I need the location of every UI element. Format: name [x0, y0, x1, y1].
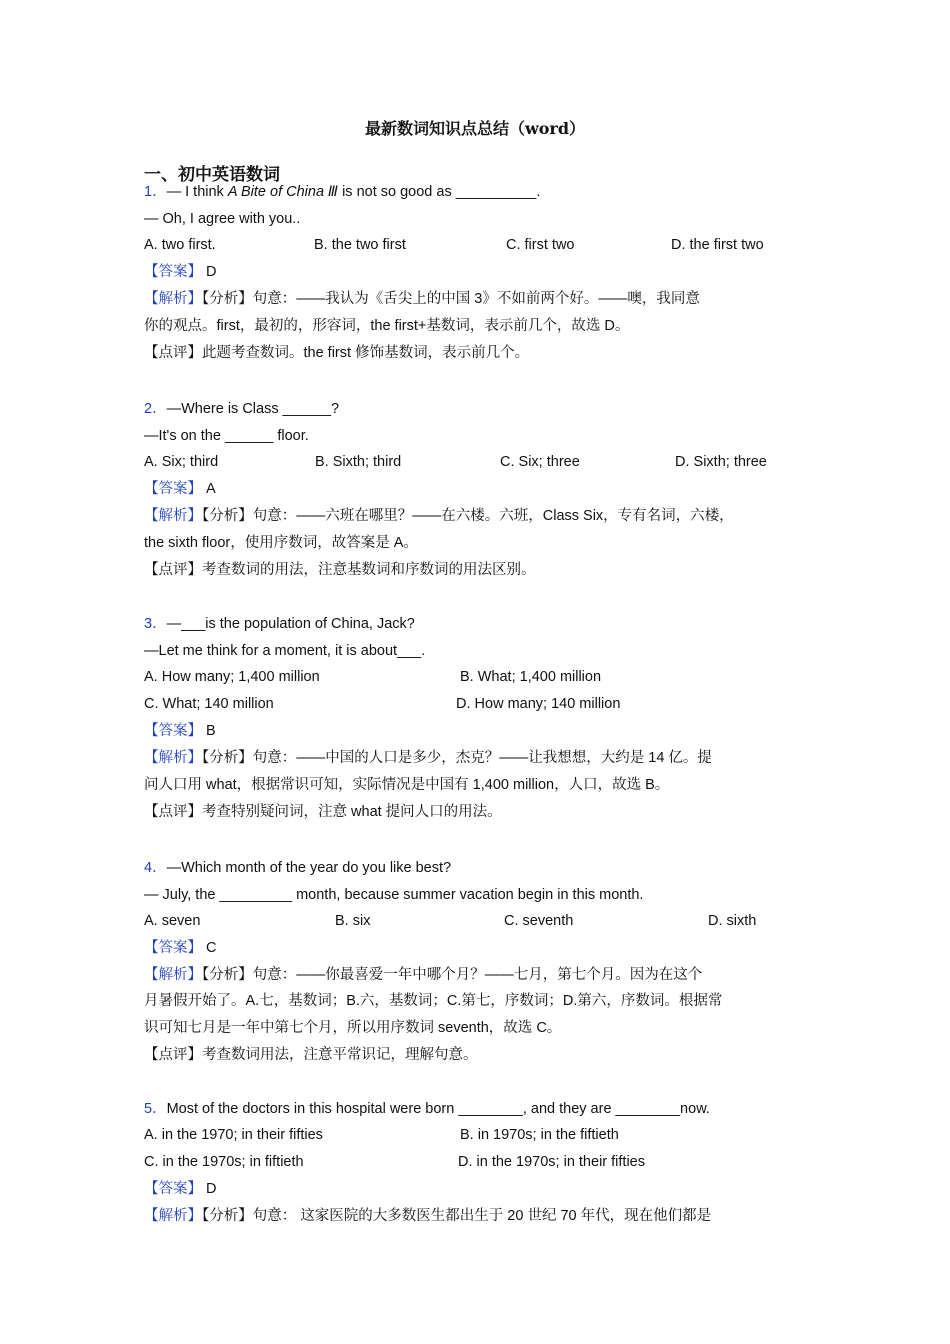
q5-stem-text: Most of the doctors in this hospital were born ________, and they are ________now.: [166, 1101, 710, 1117]
q4-option-c: C. seventh: [504, 913, 574, 929]
q2-option-a: A. Six; third: [144, 454, 219, 470]
comment-tag: 【点评】: [144, 804, 202, 820]
q4-line2: — July, the _________ month, because summer vacation begin in this month.: [144, 887, 644, 903]
q1-option-d: D. the first two: [671, 237, 764, 253]
q4-comment-text: 考查数词用法，注意平常识记，理解句意。: [202, 1047, 478, 1063]
q4-number: 4．: [144, 860, 167, 876]
q5-answer: [144, 1179, 217, 1199]
q3-option-d: D. How many; 140 million: [456, 696, 621, 712]
q3-stem-text: —___is the population of China, Jack?: [166, 616, 415, 632]
q5-number: 5．: [144, 1101, 167, 1117]
answer-tag: 【答案】: [144, 264, 202, 280]
q1-number: 1．: [144, 184, 167, 200]
q3-answer: [144, 721, 216, 741]
document-title: 最新数词知识点总结（word）: [364, 119, 586, 138]
q1-option-b: B. the two first: [314, 237, 406, 253]
answer-tag: 【答案】: [144, 723, 202, 739]
q3-number: 3．: [144, 616, 167, 632]
q2-stem: [144, 399, 339, 419]
q1-stem-a: — I think: [166, 184, 228, 200]
analysis-tag: 【解析】: [144, 508, 202, 524]
q4-option-a: A. seven: [144, 913, 201, 929]
q5-option-a: A. in the 1970; in their fifties: [144, 1127, 323, 1143]
q1-stem: [144, 182, 540, 202]
q1-option-a: A. two first.: [144, 237, 216, 253]
q3-answer-value: B: [206, 723, 216, 739]
q3-comment: [144, 802, 502, 822]
q2-comment: [144, 560, 536, 580]
comment-tag: 【点评】: [144, 345, 202, 361]
q2-line2: —It's on the ______ floor.: [144, 428, 309, 444]
q2-number: 2．: [144, 401, 167, 417]
q2-option-b: B. Sixth; third: [315, 454, 402, 470]
q1-analysis-1: [144, 289, 700, 309]
q4-analysis-2: 月暑假开始了。A.七，基数词；B.六，基数词；C.第七，序数词；D.第六，序数词。根据常: [144, 993, 723, 1009]
q5-answer-value: D: [206, 1181, 217, 1197]
q4-answer-value: C: [206, 940, 217, 956]
q4-analysis-1: [144, 965, 702, 985]
q3-stem: [144, 614, 415, 634]
q5-analysis-1: [144, 1206, 711, 1226]
answer-tag: 【答案】: [144, 481, 202, 497]
q4-option-b: B. six: [335, 913, 371, 929]
q1-analysis-text-1: 【分析】句意：——我认为《舌尖上的中国 3》不如前两个好。——噢，我同意: [202, 291, 700, 307]
analysis-tag: 【解析】: [144, 291, 202, 307]
q1-comment: [144, 343, 529, 363]
q5-option-d: D. in the 1970s; in their fifties: [458, 1154, 645, 1170]
q4-analysis-3: 识可知七月是一年中第七个月，所以用序数词 seventh，故选 C。: [144, 1020, 562, 1036]
q2-analysis-2: the sixth floor，使用序数词，故答案是 A。: [144, 535, 418, 551]
q2-answer-value: A: [206, 481, 216, 497]
q4-stem-text: —Which month of the year do you like best?: [166, 860, 452, 876]
q2-comment-text: 考查数词的用法，注意基数词和序数词的用法区别。: [202, 562, 536, 578]
section-heading: 一、初中英语数词: [144, 165, 280, 185]
comment-tag: 【点评】: [144, 1047, 202, 1063]
q2-option-d: D. Sixth; three: [675, 454, 767, 470]
q1-stem-b: is not so good as __________.: [338, 184, 541, 200]
q2-analysis-1: [144, 506, 734, 526]
q1-stem-title: A Bite of China Ⅲ: [227, 184, 339, 200]
analysis-tag: 【解析】: [144, 1208, 202, 1224]
q4-stem: [144, 858, 451, 878]
q2-stem-text: —Where is Class ______?: [166, 401, 340, 417]
q4-analysis-text-1: 【分析】句意：——你最喜爱一年中哪个月？——七月，第七个月。因为在这个: [202, 967, 703, 983]
q3-analysis-text-1: 【分析】句意：——中国的人口是多少，杰克？——让我想想，大约是 14 亿。提: [202, 750, 712, 766]
q3-option-c: C. What; 140 million: [144, 696, 274, 712]
answer-tag: 【答案】: [144, 940, 202, 956]
q3-option-a: A. How many; 1,400 million: [144, 669, 320, 685]
q2-answer: [144, 479, 216, 499]
q1-answer: [144, 262, 217, 282]
q3-analysis-2: 问人口用 what，根据常识可知，实际情况是中国有 1,400 million，人口，故选 B。: [144, 777, 670, 793]
q3-line2: —Let me think for a moment, it is about___.: [144, 643, 426, 659]
q4-option-d: D. sixth: [708, 913, 757, 929]
q5-option-b: B. in 1970s; in the fiftieth: [460, 1127, 619, 1143]
q3-analysis-1: [144, 748, 712, 768]
q1-option-c: C. first two: [506, 237, 575, 253]
q5-option-c: C. in the 1970s; in fiftieth: [144, 1154, 304, 1170]
q3-comment-text: 考查特别疑问词，注意 what 提问人口的用法。: [202, 804, 502, 820]
answer-tag: 【答案】: [144, 1181, 202, 1197]
q2-option-c: C. Six; three: [500, 454, 580, 470]
analysis-tag: 【解析】: [144, 750, 202, 766]
q1-line2: — Oh, I agree with you..: [144, 211, 301, 227]
q5-stem: [144, 1099, 710, 1119]
q1-analysis-2: 你的观点。first，最初的，形容词，the first+基数词，表示前几个，故选 D。: [144, 318, 630, 334]
q1-answer-value: D: [206, 264, 217, 280]
q3-option-b: B. What; 1,400 million: [460, 669, 602, 685]
comment-tag: 【点评】: [144, 562, 202, 578]
q4-answer: [144, 938, 217, 958]
q4-comment: [144, 1045, 478, 1065]
q2-analysis-text-1: 【分析】句意：——六班在哪里？——在六楼。六班，Class Six，专有名词，六楼，: [202, 508, 734, 524]
q1-comment-text: 此题考查数词。the first 修饰基数词，表示前几个。: [202, 345, 530, 361]
analysis-tag: 【解析】: [144, 967, 202, 983]
q5-analysis-text-1: 【分析】句意： 这家医院的大多数医生都出生于 20 世纪 70 年代，现在他们都是: [202, 1208, 712, 1224]
